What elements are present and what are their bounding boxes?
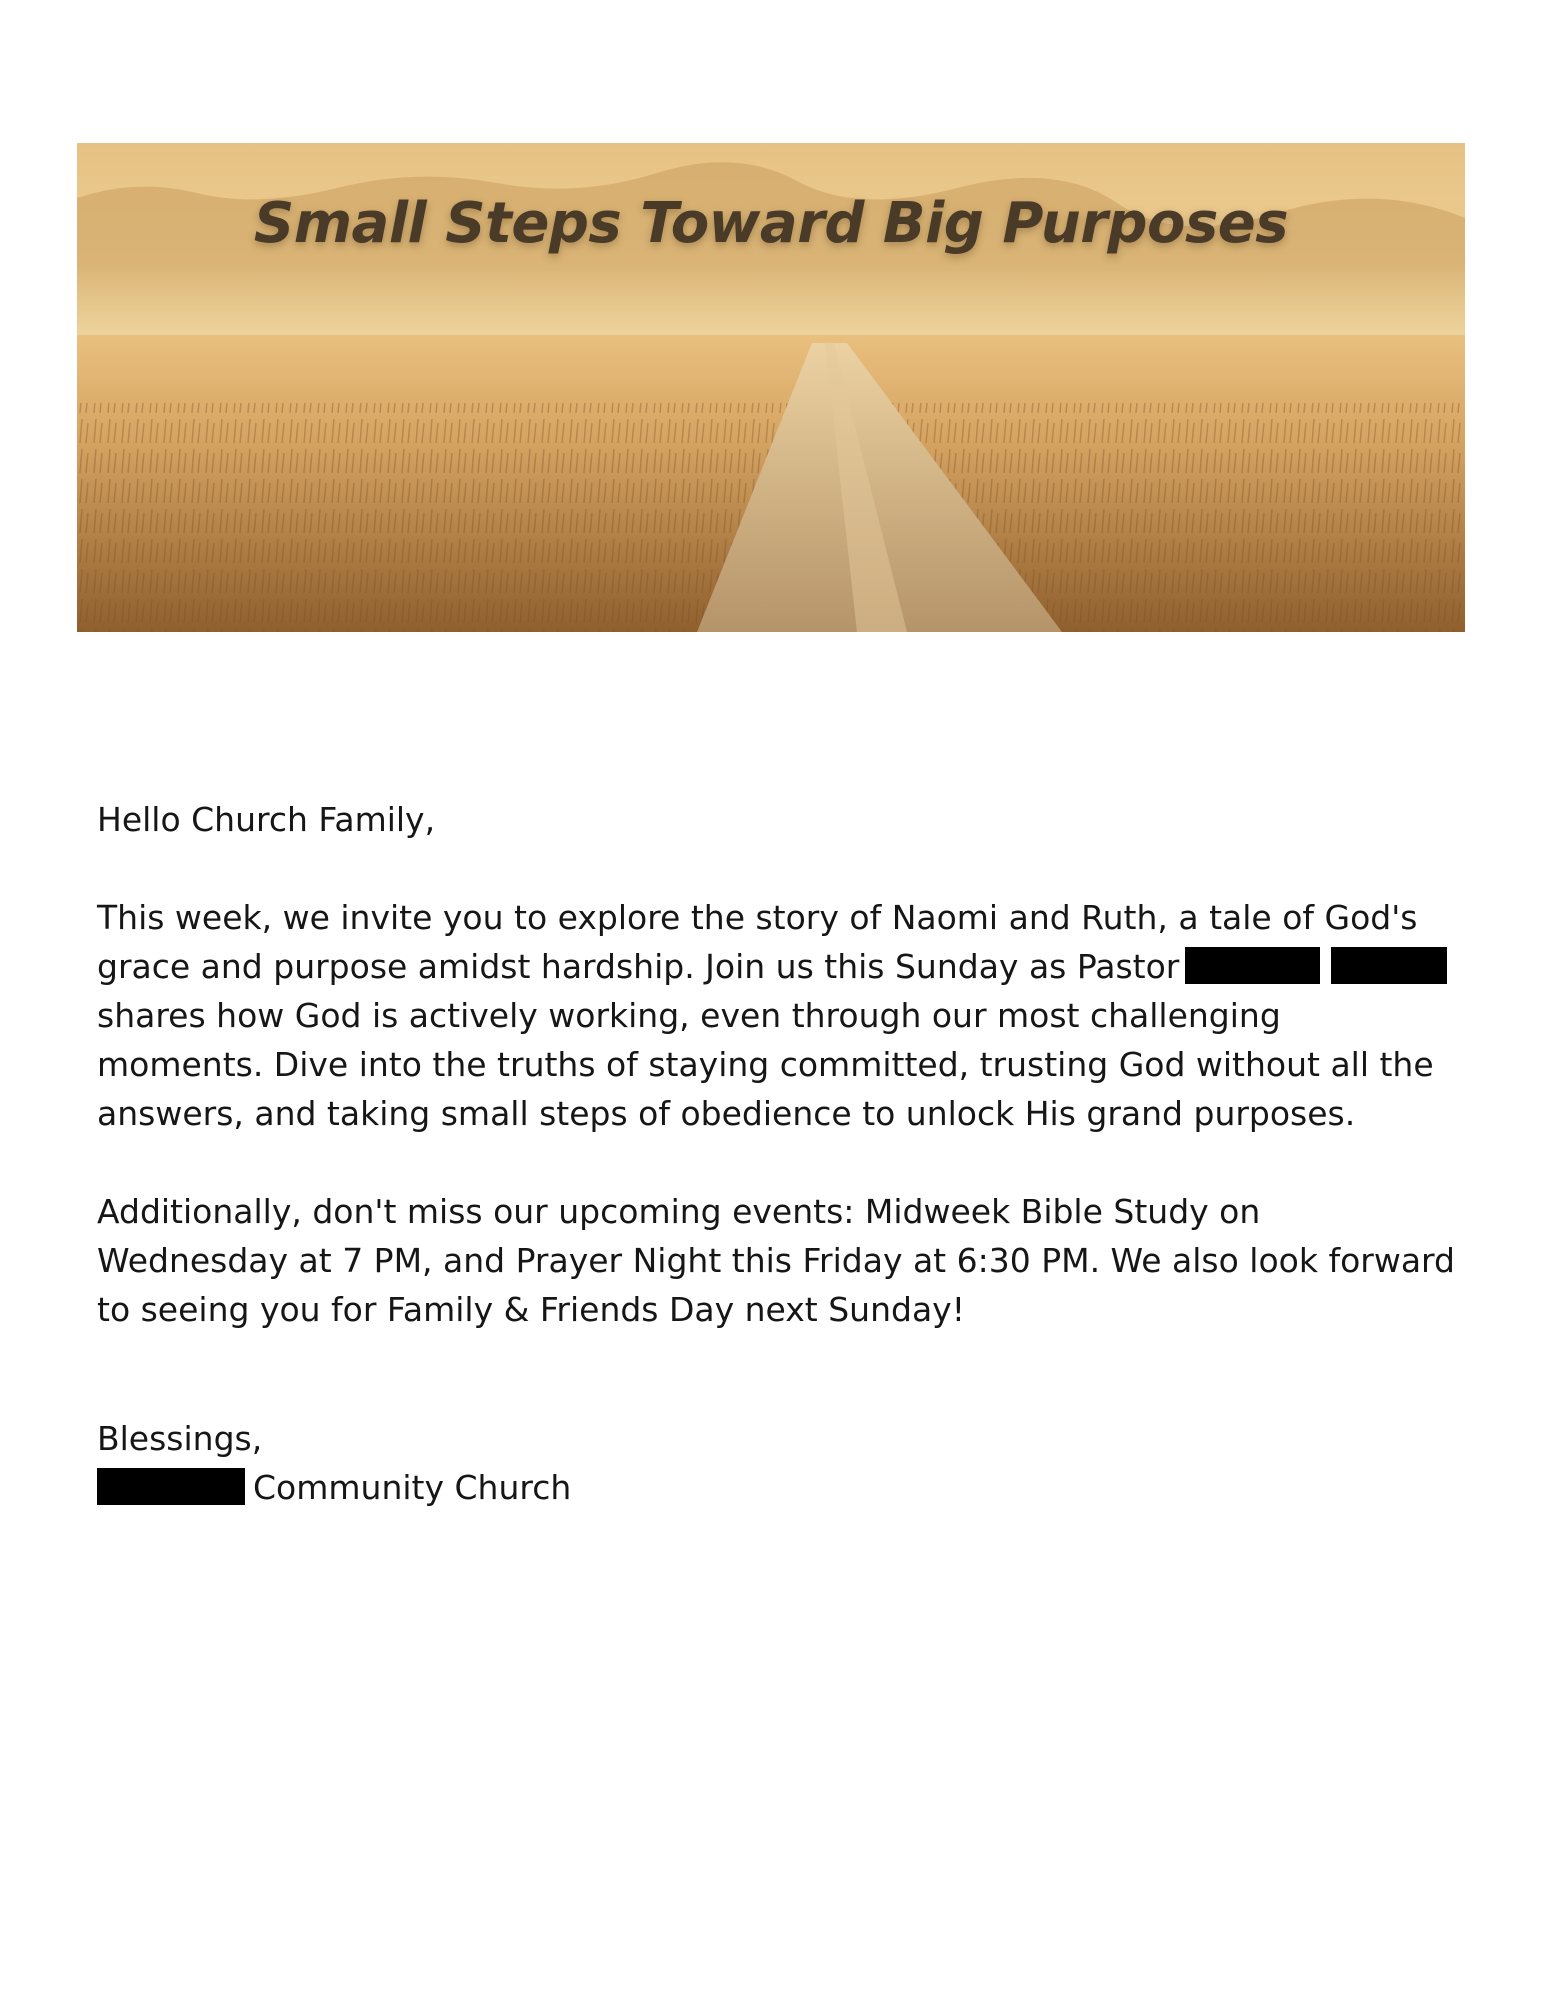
redaction-pastor-last-name [1331,947,1447,984]
signature-suffix: Community Church [253,1468,572,1507]
banner-title: Small Steps Toward Big Purposes [253,191,1289,256]
header-banner [77,143,1465,632]
greeting: Hello Church Family, [97,800,436,839]
paragraph-sermon-part1: This week, we invite you to explore the story of Naomi and Ruth, a tale of God's grace and purpose amidst hardship. Join us this Sunday as Pastor [97,898,1418,986]
paragraph-sermon [97,893,1457,1138]
closing: Blessings, [97,1419,263,1458]
paragraph-events: Additionally, don't miss our upcoming events: Midweek Bible Study on Wednesday at 7 PM, and Prayer Night this Friday at 6:30 PM. We also look forward to seeing you for Family & Friends Day next Sunday! [97,1192,1455,1329]
redaction-church-name [97,1468,245,1505]
letter-body [97,795,1457,1512]
paragraph-sermon-part2: shares how God is actively working, even through our most challenging moments. Dive into the truths of staying committed, trusting God without all the answers, and taking small steps of obedience to unlock His grand purposes. [97,996,1434,1133]
signature [97,1463,1457,1512]
redaction-pastor-first-name [1185,947,1320,984]
